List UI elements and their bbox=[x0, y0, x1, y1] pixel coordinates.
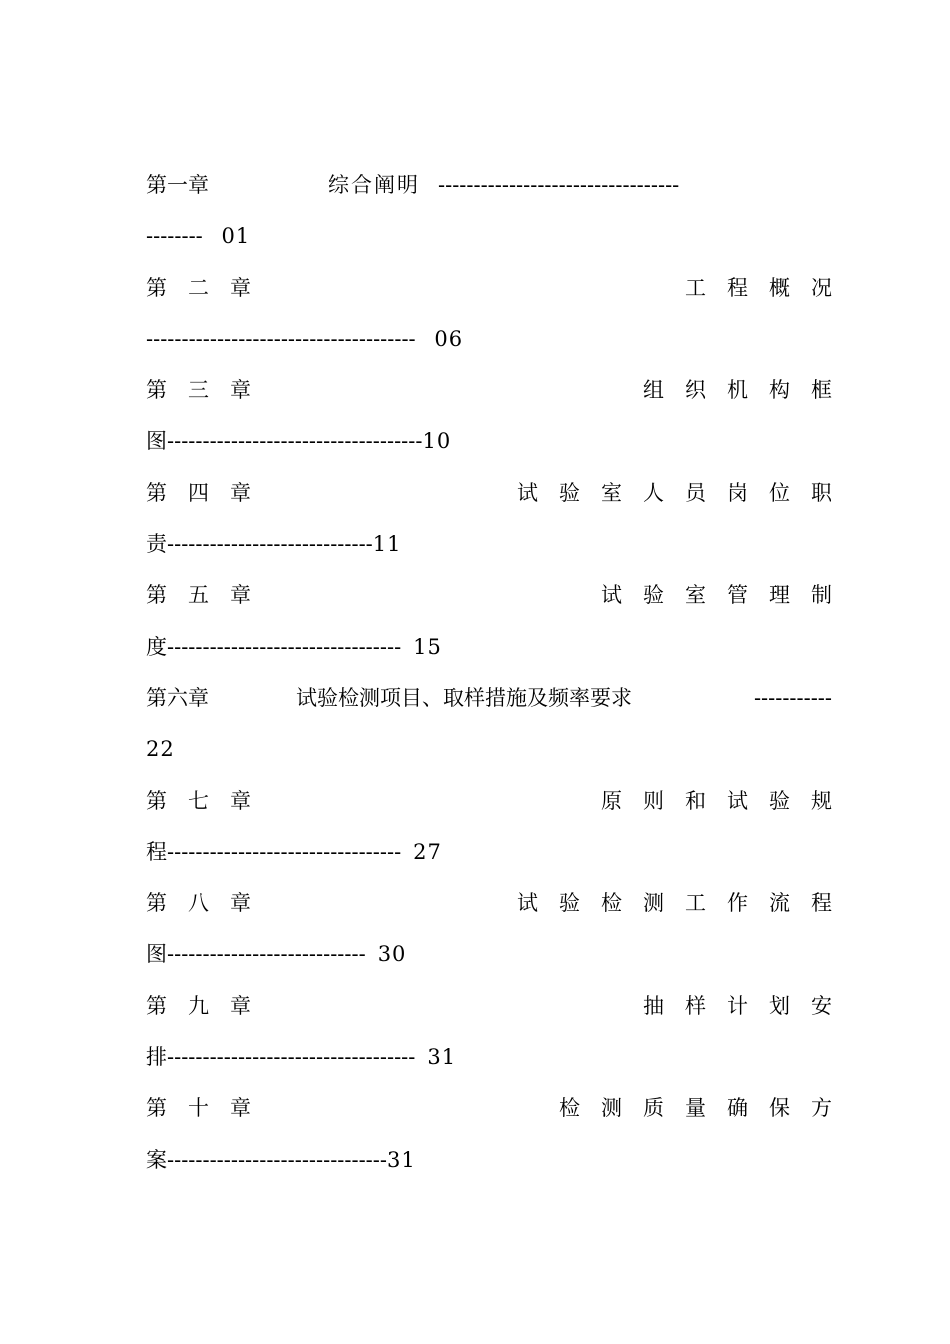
leader-dashes: --------------------------------- bbox=[167, 839, 402, 864]
chapter-title: 试 验 室 人 员 岗 位 职 bbox=[517, 480, 832, 505]
title-continuation: 程 bbox=[146, 839, 167, 864]
page-number: 31 bbox=[427, 1045, 457, 1070]
toc-entry-2-line-2 bbox=[146, 314, 832, 365]
title-continuation: 责 bbox=[146, 532, 167, 557]
page-number: 15 bbox=[413, 634, 442, 659]
toc-entry-10-line-1 bbox=[146, 1083, 832, 1134]
toc-entry-9-line-2 bbox=[146, 1032, 832, 1083]
title-continuation: 度 bbox=[146, 634, 167, 659]
chapter-title: 检 测 质 量 确 保 方 bbox=[559, 1096, 832, 1121]
chapter-title: 工 程 概 况 bbox=[685, 275, 832, 300]
toc-entry-6-line-1 bbox=[146, 673, 832, 724]
toc-entry-6-line-2 bbox=[146, 724, 832, 775]
chapter-label: 第 八 章 bbox=[146, 891, 251, 916]
title-continuation: 案 bbox=[146, 1147, 167, 1172]
chapter-title: 试 验 检 测 工 作 流 程 bbox=[517, 891, 832, 916]
page-number: 06 bbox=[434, 326, 464, 351]
chapter-label: 第 五 章 bbox=[146, 583, 251, 608]
toc-entry-3-line-1 bbox=[146, 365, 832, 416]
leader-dashes: -------------------------------------- bbox=[146, 326, 416, 351]
leader-dashes: ----------- bbox=[753, 685, 832, 710]
toc-entry-3-line-2 bbox=[146, 416, 832, 467]
page-number: 30 bbox=[377, 942, 407, 967]
leader-dashes: --------------------------------- bbox=[167, 634, 402, 659]
chapter-label: 第六章 bbox=[146, 685, 209, 710]
toc-entry-7-line-2 bbox=[146, 827, 832, 878]
table-of-contents bbox=[146, 160, 832, 1186]
chapter-label: 第 七 章 bbox=[146, 788, 251, 813]
leader-dashes: -------- bbox=[146, 224, 203, 249]
leader-dashes: ----------------------------- bbox=[167, 532, 373, 557]
chapter-label: 第 九 章 bbox=[146, 993, 251, 1018]
toc-entry-4-line-1 bbox=[146, 468, 832, 519]
title-continuation: 图 bbox=[146, 942, 167, 967]
toc-entry-8-line-2 bbox=[146, 929, 832, 980]
leader-dashes: ------------------------------------ bbox=[167, 429, 423, 454]
leader-dashes: ---------------------------- bbox=[167, 942, 366, 967]
page-number: 11 bbox=[372, 532, 402, 557]
title-continuation: 图 bbox=[146, 429, 167, 454]
chapter-title: 综合阐明 bbox=[328, 173, 420, 197]
toc-entry-1-line-1 bbox=[146, 160, 832, 211]
leader-dashes: ------------------------------- bbox=[167, 1147, 387, 1172]
page-number: 22 bbox=[146, 737, 175, 762]
title-continuation: 排 bbox=[146, 1045, 167, 1070]
chapter-label: 第一章 bbox=[146, 173, 209, 197]
toc-entry-4-line-2 bbox=[146, 519, 832, 570]
toc-entry-7-line-1 bbox=[146, 776, 832, 827]
chapter-title: 组 织 机 构 框 bbox=[643, 378, 832, 403]
page-number: 31 bbox=[386, 1147, 416, 1172]
toc-entry-2-line-1 bbox=[146, 263, 832, 314]
toc-entry-9-line-1 bbox=[146, 981, 832, 1032]
chapter-label: 第 二 章 bbox=[146, 275, 251, 300]
leader-dashes: ----------------------------------- bbox=[167, 1045, 416, 1070]
chapter-title: 试验检测项目、取样措施及频率要求 bbox=[296, 685, 632, 710]
toc-entry-1-line-2 bbox=[146, 211, 832, 262]
page-number: 27 bbox=[413, 839, 442, 864]
chapter-label: 第 三 章 bbox=[146, 378, 251, 403]
chapter-title: 原 则 和 试 验 规 bbox=[601, 788, 832, 813]
chapter-label: 第 十 章 bbox=[146, 1096, 251, 1121]
toc-entry-5-line-1 bbox=[146, 570, 832, 621]
chapter-label: 第 四 章 bbox=[146, 480, 251, 505]
chapter-title: 抽 样 计 划 安 bbox=[643, 993, 832, 1018]
toc-entry-10-line-2 bbox=[146, 1135, 832, 1186]
page-number: 10 bbox=[422, 429, 452, 454]
chapter-title: 试 验 室 管 理 制 bbox=[601, 583, 832, 608]
toc-entry-5-line-2 bbox=[146, 622, 832, 673]
page-number: 01 bbox=[221, 224, 251, 249]
toc-entry-8-line-1 bbox=[146, 878, 832, 929]
leader-dashes: ---------------------------------- bbox=[438, 173, 680, 197]
